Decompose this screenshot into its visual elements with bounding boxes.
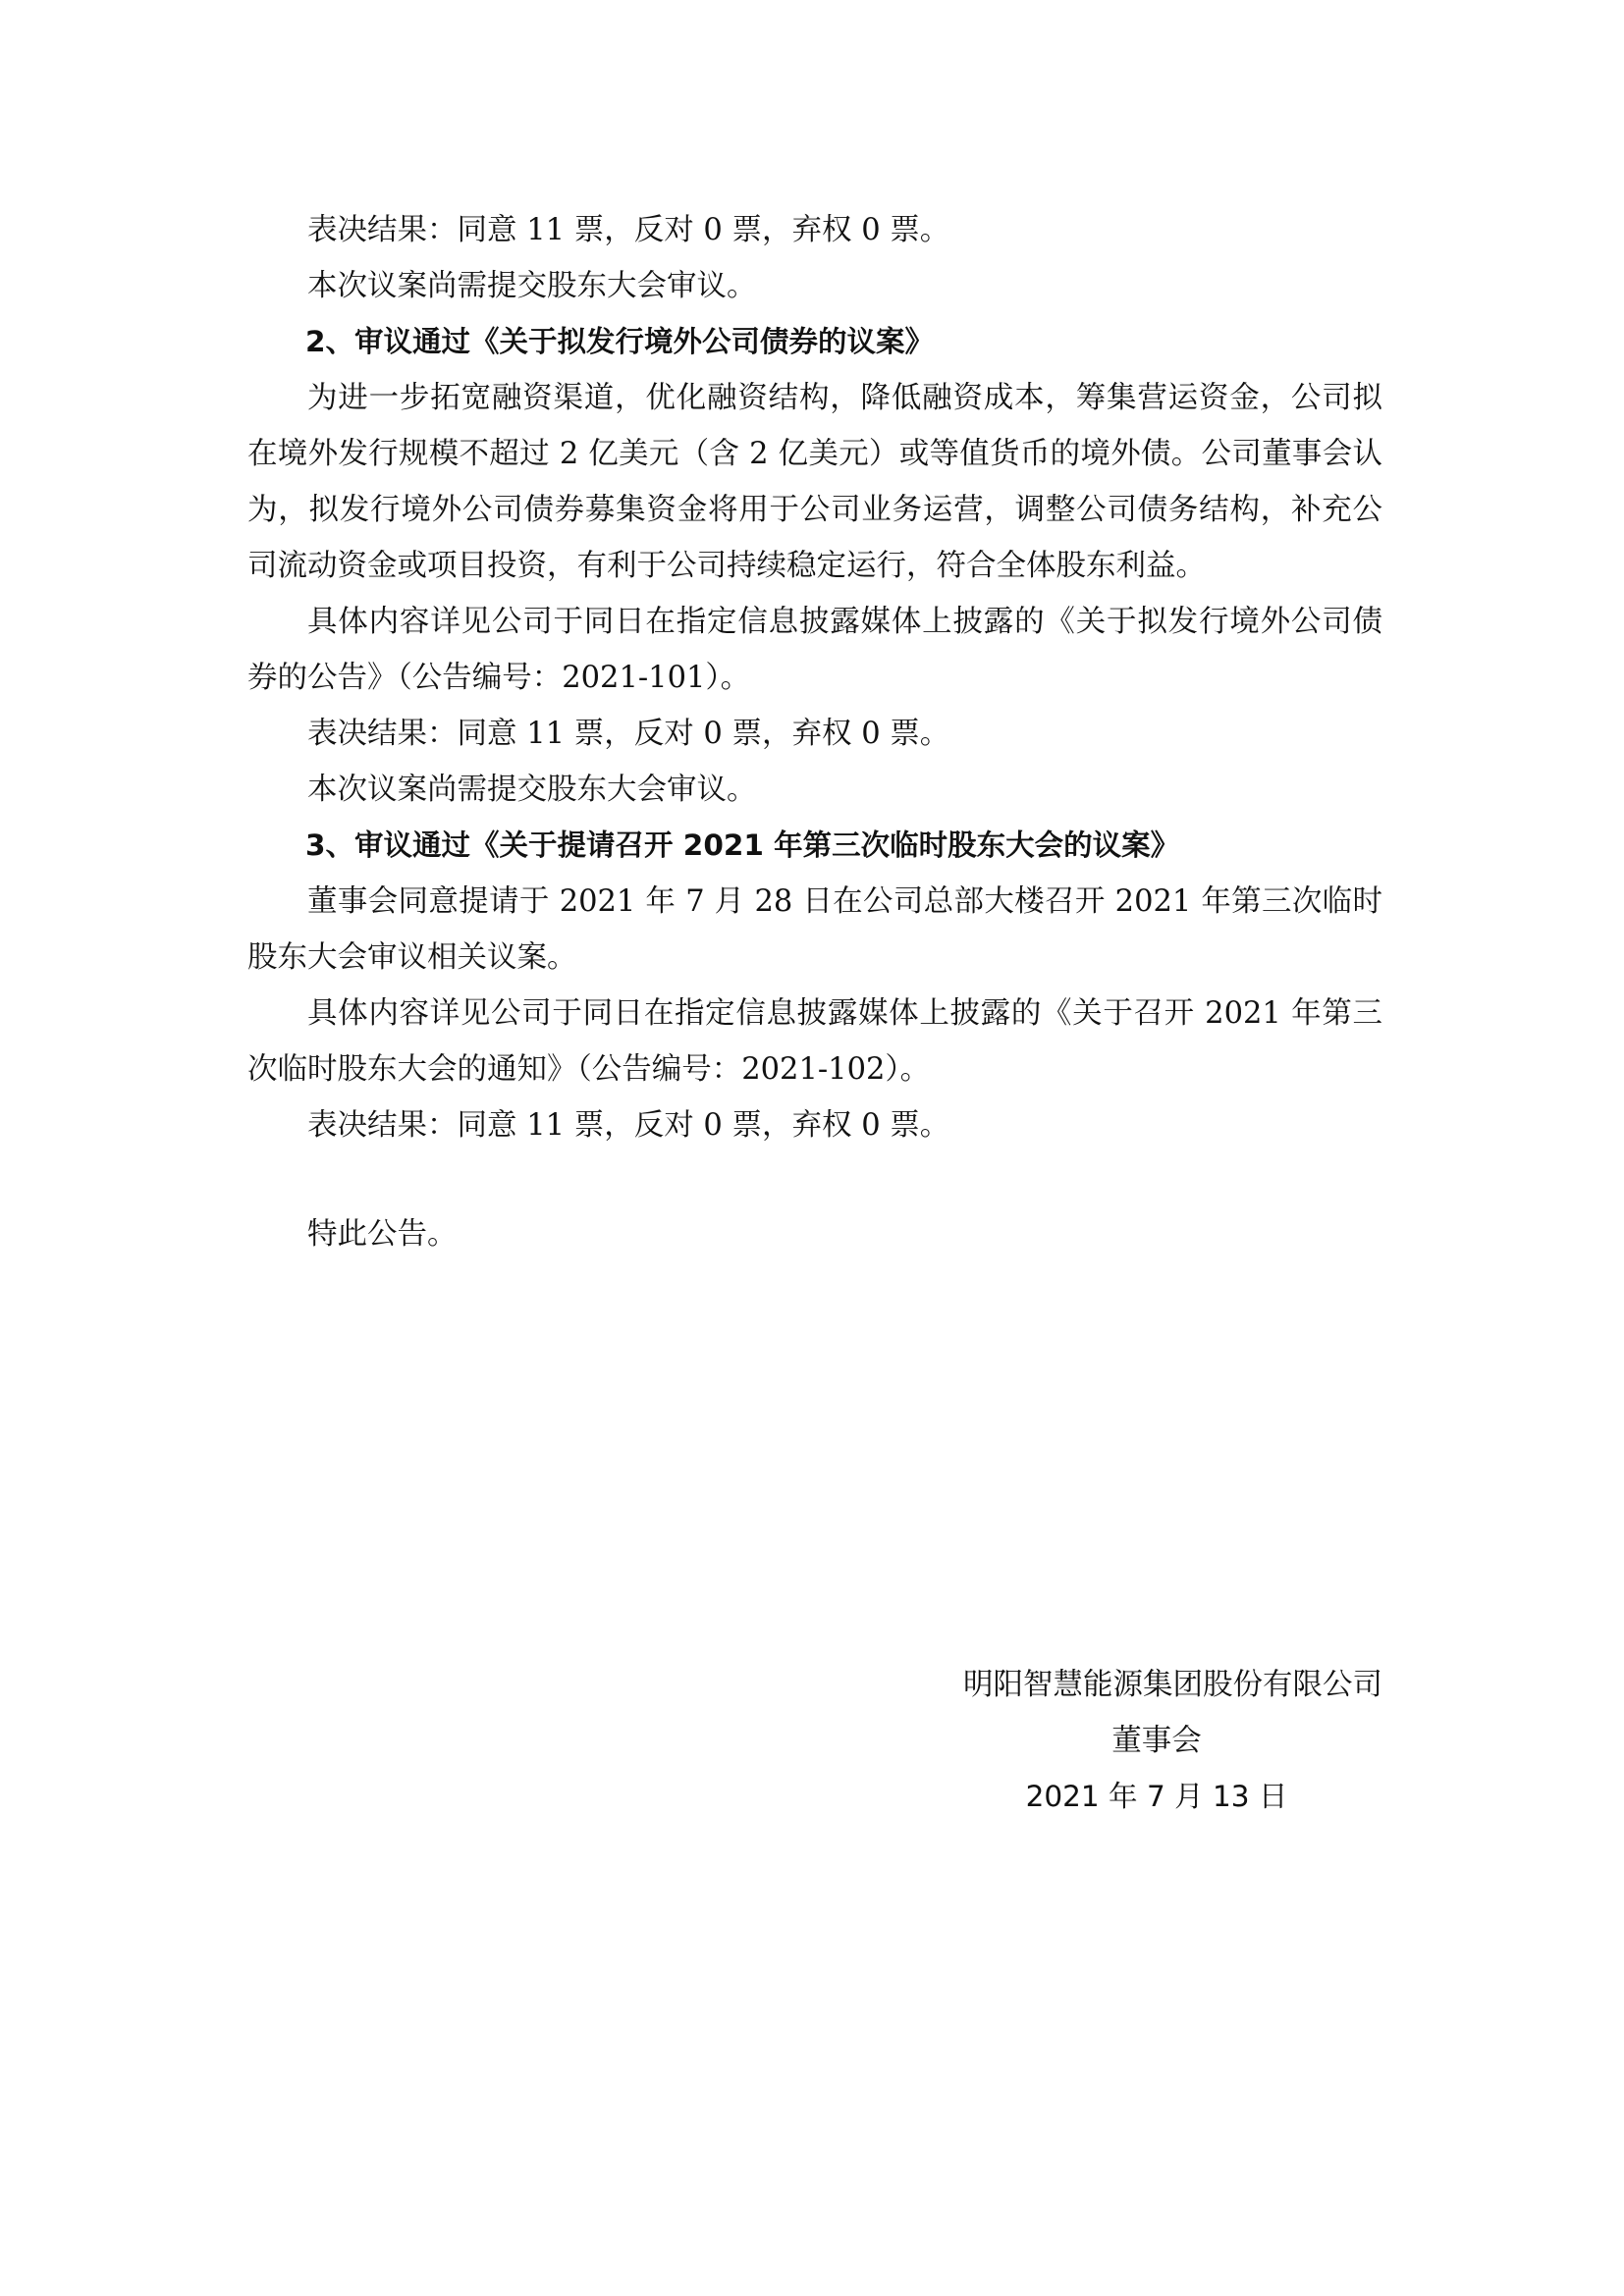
vote-result-paragraph: 表决结果：同意 11 票，反对 0 票，弃权 0 票。 — [307, 717, 950, 751]
proposal-2-reference: 具体内容详见公司于同日在指定信息披露媒体上披露的《关于拟发行境外公司债券的公告》（公告编号：2021-101）。 — [247, 605, 1382, 695]
proposal-3-description: 董事会同意提请于 2021 年 7 月 28 日在公司总部大楼召开 2021 年第三次临时股东大会审议相关议案。 — [247, 884, 1382, 975]
signature-date: 2021 年 7 月 13 日 — [1025, 1780, 1288, 1813]
shareholder-review-note: 本次议案尚需提交股东大会审议。 — [307, 269, 757, 303]
proposal-2-heading: 2、审议通过《关于拟发行境外公司债券的议案》 — [305, 325, 935, 358]
vote-result-paragraph: 表决结果：同意 11 票，反对 0 票，弃权 0 票。 — [307, 1108, 950, 1143]
vote-result-paragraph: 表决结果：同意 11 票，反对 0 票，弃权 0 票。 — [307, 213, 950, 247]
board-name: 董事会 — [1111, 1724, 1202, 1758]
shareholder-review-note: 本次议案尚需提交股东大会审议。 — [307, 773, 757, 807]
document-body — [247, 202, 1382, 1262]
closing-statement: 特此公告。 — [307, 1217, 458, 1252]
proposal-2-description: 为进一步拓宽融资渠道，优化融资结构，降低融资成本，筹集营运资金，公司拟在境外发行规模不超过 2 亿美元（含 2 亿美元）或等值货币的境外债。公司董事会认为，拟发行境外公司债券募集资金将用于公司业务运营，调整公司债务结构，补充公司流动资金或项目投资，有利于公司持续稳定运行，符合全体股东利益。 — [247, 381, 1382, 583]
proposal-3-reference: 具体内容详见公司于同日在指定信息披露媒体上披露的《关于召开 2021 年第三次临时股东大会的通知》（公告编号：2021-102）。 — [247, 996, 1382, 1087]
company-name: 明阳智慧能源集团股份有限公司 — [963, 1668, 1382, 1702]
proposal-3-heading: 3、审议通过《关于提请召开 2021 年第三次临时股东大会的议案》 — [305, 828, 1180, 862]
signature-block — [931, 1657, 1382, 1825]
